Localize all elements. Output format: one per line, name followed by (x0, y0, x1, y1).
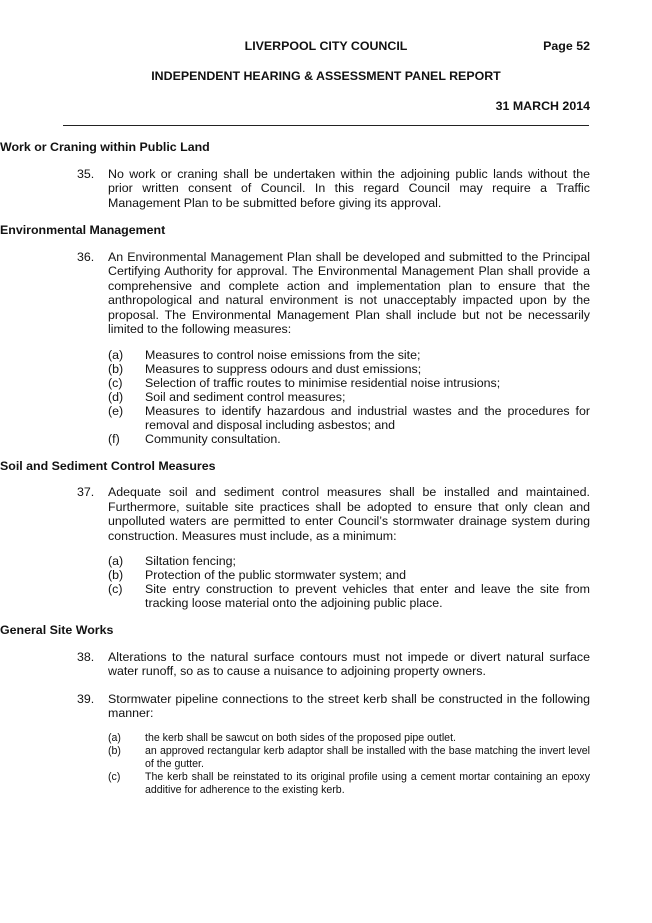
item-text: Protection of the public stormwater system; and (145, 568, 407, 582)
list-item (108, 582, 590, 610)
item-label: (e) (108, 403, 124, 418)
list-item (108, 389, 590, 404)
item-label: (a) (108, 347, 124, 362)
item-text: The kerb shall be reinstated to its original profile using a cement mortar containing an epoxy additive for adherence to the existing kerb. (145, 770, 590, 796)
condition-text: Stormwater pipeline connections to the street kerb shall be constructed in the following manner: (108, 691, 590, 720)
document-body (0, 140, 652, 797)
report-title: INDEPENDENT HEARING & ASSESSMENT PANEL REPORT (151, 69, 501, 83)
section-heading: Soil and Sediment Control Measures (0, 458, 216, 473)
item-label: (b) (108, 744, 121, 757)
condition-text: Adequate soil and sediment control measures shall be installed and maintained. Furthermore, suitable site practices shall be adopted to ensure that only clean and unpolluted waters are permitted to enter Council’s stormwater drainage system during construction. Measures must include, as a minimum: (108, 485, 590, 543)
item-text: Soil and sediment control measures; (145, 389, 346, 404)
condition-number: 38. (77, 649, 95, 664)
condition-text: An Environmental Management Plan shall be developed and submitted to the Principal Certifying Authority for approval. The Environmental Management Plan shall provide a comprehensive and complete action and implementation plan to ensure that the anthropological and natural environment is not unacceptably impacted upon by the proposal. The Environmental Management Plan shall include but not be necessarily limited to the following measures: (108, 249, 590, 336)
list-item (108, 431, 590, 446)
item-text: Siltation fencing; (145, 554, 236, 568)
item-text: an approved rectangular kerb adaptor shall be installed with the base matching the invert level of the gutter. (145, 744, 590, 770)
list-item (108, 554, 590, 568)
condition-number: 37. (77, 485, 95, 499)
list-item (108, 403, 590, 432)
list-item (108, 347, 590, 362)
item-label: (a) (108, 731, 121, 744)
section-heading: General Site Works (0, 623, 114, 637)
list-item (108, 361, 590, 376)
item-label: (b) (108, 361, 124, 376)
measure-list (0, 343, 652, 446)
item-label: (f) (108, 431, 120, 446)
item-text: Community consultation. (145, 431, 281, 446)
item-text: Measures to identify hazardous and industrial wastes and the procedures for removal and disposal including asbestos; and (145, 403, 590, 432)
condition-paragraph (77, 249, 590, 337)
item-text: Measures to control noise emissions from the site; (145, 347, 421, 362)
condition-text: Alterations to the natural surface contours must not impede or divert natural surface water runoff, so as to cause a nuisance to adjoining property owners. (108, 649, 590, 678)
condition-number: 36. (77, 249, 95, 264)
header-divider (63, 125, 589, 126)
condition-paragraph (77, 166, 590, 211)
condition-text: No work or craning shall be undertaken within the adjoining public lands without the prior written consent of Council. In this regard Council may require a Traffic Management Plan to be submitted before giving its approval. (108, 166, 590, 210)
item-label: (c) (108, 582, 123, 596)
item-label: (d) (108, 389, 124, 404)
section-heading: Environmental Management (0, 223, 166, 237)
list-item (108, 770, 590, 797)
item-label: (c) (108, 375, 123, 390)
measure-list (0, 727, 652, 797)
item-label: (b) (108, 568, 124, 582)
condition-paragraph (77, 649, 590, 679)
measure-list (0, 549, 652, 610)
list-item (108, 744, 590, 771)
condition-paragraph (77, 485, 590, 543)
item-text: Selection of traffic routes to minimise residential noise intrusions; (145, 375, 501, 390)
condition-number: 35. (77, 166, 95, 181)
item-label: (c) (108, 770, 121, 783)
item-text: the kerb shall be sawcut on both sides of the proposed pipe outlet. (145, 731, 456, 744)
report-date: 31 MARCH 2014 (495, 99, 590, 113)
council-name: LIVERPOOL CITY COUNCIL (244, 39, 408, 53)
list-item (108, 568, 590, 582)
item-text: Measures to suppress odours and dust emissions; (145, 361, 422, 376)
condition-paragraph (77, 691, 590, 721)
condition-number: 39. (77, 691, 95, 706)
item-label: (a) (108, 554, 124, 568)
list-item (108, 375, 590, 390)
item-text: Site entry construction to prevent vehicles that enter and leave the site from tracking loose material onto the adjoining public place. (145, 582, 590, 610)
list-item (108, 731, 590, 745)
page-number: Page 52 (543, 39, 590, 53)
section-heading: Work or Craning within Public Land (0, 140, 210, 154)
